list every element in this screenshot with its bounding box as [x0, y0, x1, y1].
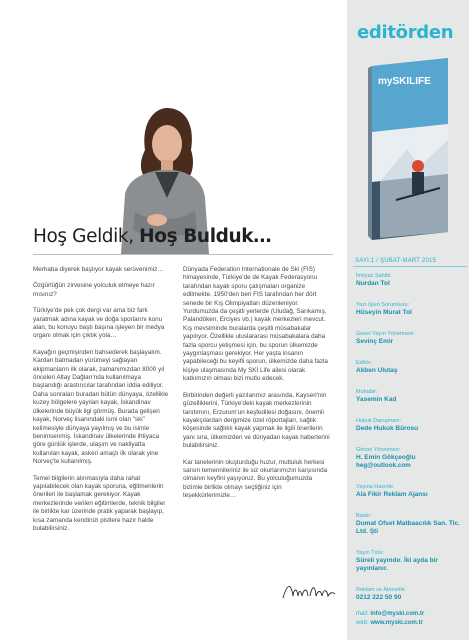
- credit-name: 0212 222 50 90: [356, 594, 402, 601]
- paragraph: Dünyada Federation Internationale de Ski (FIS) himayesinde, Türkiye'de de Kayak Federasyonu tarafından kayak sporu çalışmaları organize edilmekte. 1950'den beri FIS tarafından her dört senede bir Kış Olimpiyatları düzenleniyor. Yurdumuzda da çeşitli yerlerde (Uludağ, Sarıkamış, Palandöken, Erciyes vb.) kayak merkezleri mevcut. Kış mevsiminde buralarda çeşitli müsabakalar yapılıyor. Özellikle uluslararası müsabakalara daha fazla sporcu yetişmesi için, bu sporun ülkemizde yaygınlaşması gerekiyor. Her yaşta insanın yapabileceği bu keyifli sporun, ülkemizde daha fazla kişiye ulaşmasında My SKİ Life ailesi olarak katkımızın olması bizi mutlu edecek.: [183, 266, 328, 383]
- credit-name: Yasemin Kad: [356, 396, 397, 403]
- credit-item: [356, 417, 466, 433]
- editor-signature: [281, 578, 337, 604]
- credit-item: [356, 549, 466, 573]
- headline-divider: [33, 254, 333, 255]
- credit-item: [356, 446, 466, 470]
- credit-role: Görsel Yönetmen:: [356, 447, 401, 453]
- web-link[interactable]: www.myski.com.tr: [370, 620, 423, 626]
- credit-item: [356, 483, 466, 499]
- credit-role: Muhabir:: [356, 389, 378, 395]
- paragraph: Özgürlüğün zirvesine yolculuk etmeye hazır mısınız?: [33, 282, 155, 298]
- headline: [33, 226, 271, 247]
- paragraph: Birbirinden değerli yazılarımız arasında, Kayseri'nin güzelliklerini, Türkiye'deki kayak merkezlerinin tanıtımını, Erzurum'un keşfedilesi doğasını, önemli kayakçılardan dergimize özel röportajları, sağlık köşesinde sağlıklı kayak yapmak ile ilgili önerilerin yanı sıra, ülkemizden ve dünyadan kayak haberlerini bulabilirsiniz.: [183, 391, 330, 450]
- credit-name: Hüseyin Murat Tol: [356, 309, 412, 316]
- article-column-2: [183, 266, 331, 509]
- credit-name: Dede Hukuk Bürosu: [356, 425, 419, 432]
- credit-name: H. Emin Gökçeoğlu: [356, 454, 416, 461]
- credit-email[interactable]: heg@outlook.com: [356, 462, 411, 469]
- contact-web: [356, 619, 466, 628]
- credit-role: Yayına Hazırlık:: [356, 484, 395, 490]
- headline-bold: Hoş Bulduk…: [139, 226, 272, 247]
- credit-item: [356, 330, 466, 346]
- mail-link[interactable]: info@myski.com.tr: [370, 611, 425, 617]
- credit-role: Baskı:: [356, 513, 372, 519]
- credit-item: [356, 586, 466, 602]
- credit-name: Süreli yayındır. İki ayda bir yayınlanır.: [356, 557, 439, 572]
- paragraph: Temel bilgilerin alınmasıyla daha rahat yapılabilecek olan kayak sporuna, eğitmenlerin önerileri ile başlamak gerekiyor. Kayak merkezlerinde verilen eğitimlerde, teknik bilgiler ile birlikte kar üzerinde pratik yaparak başlayıp, kısa zamanda kendinizi pistlere hazır halde bulabilirsiniz.: [33, 474, 166, 532]
- credit-item: [356, 512, 466, 536]
- paragraph: Merhaba diyerek başlıyor kayak serüvenimiz…: [33, 266, 164, 273]
- section-title: editörden: [357, 22, 454, 43]
- credit-name: Akben Ulutaş: [356, 367, 398, 374]
- credit-name: Nurdan Tol: [356, 280, 390, 287]
- credit-role: Genel Yayın Yönetmeni:: [356, 331, 416, 337]
- article-column-1: [33, 266, 171, 541]
- credit-role: Editör:: [356, 360, 372, 366]
- credits-list: [356, 272, 466, 628]
- credit-role: Yazı İşleri Sorumlusu:: [356, 302, 410, 308]
- paragraph: Kayağın geçmişinden bahsederek başlayalım. Kardan batmadan yürümeyi sağlayan ekipmanların ilk olarak, zamanımızdan 8000 yıl önceleri Altay Dağları'nda kullanılmaya başlandığı arastırıcılar tarafından iddia ediliyor. Daha sonraları buradan bütün dünyaya, özellikle kuzey bölgelere yayılan kayak, İskandinav ülkelerinde büyük ilgi görmüş. Burada gelişen kayak, Norveç lisanındaki ismi olan "ski" kelimesiyle dünyaya yayılmış ve bu isimle benimsenmiş. İskandinav ülkelerinde ihtiyaca göre günlük işlerde, ulaşım ve nakliyatta kullanılan kayak, askeri amaçlı ilk olarak yine Norveç'te kullanılmış.: [33, 348, 169, 466]
- magazine-cover: [362, 54, 454, 244]
- paragraph: Türkiye'de pek çok dergi var ama biz fark yaratmak adına kayak ve doğa sporlarını konu alan, bu konuyu baştı başına işleyen bir medya organı olmak için çıktık yola…: [33, 307, 165, 340]
- credit-name: Ala Fikir Reklam Ajansı: [356, 491, 428, 498]
- credit-role: Hukuk Danışmanı:: [356, 418, 402, 424]
- credit-item: [356, 301, 466, 317]
- paragraph: Kar tanelerinin oluşturduğu huzur, mutluluk herkesi sarsın temennileriniz ile siz okurlarımızın karşısında olmanın keyfini yaşıyoruz. Bu yolculuğumuzda bizimle birlikte olmayı seçtiğiniz için teşekkürlerimizle…: [183, 458, 328, 500]
- credit-item: [356, 272, 466, 288]
- credit-name: Dumat Ofset Matbaacılık San. Tic. Ltd. Şti: [356, 520, 460, 535]
- credit-role: İmtiyaz Sahibi:: [356, 273, 392, 279]
- issue-divider: [353, 266, 467, 267]
- credit-item: [356, 388, 466, 404]
- contact-mail: [356, 610, 466, 619]
- credit-name: Sevinç Emir: [356, 338, 394, 345]
- credit-role: Reklam ve Abonelik:: [356, 587, 406, 593]
- mail-label: mail:: [356, 611, 369, 617]
- cover-brand: mySKILIFE: [378, 76, 431, 87]
- credit-role: Yayın Türü:: [356, 550, 384, 556]
- issue-label: SAYI:1 / ŞUBAT-MART 2015: [355, 258, 437, 264]
- headline-regular: Hoş Geldik,: [33, 226, 140, 247]
- web-label: web:: [356, 620, 369, 626]
- credit-item: [356, 359, 466, 375]
